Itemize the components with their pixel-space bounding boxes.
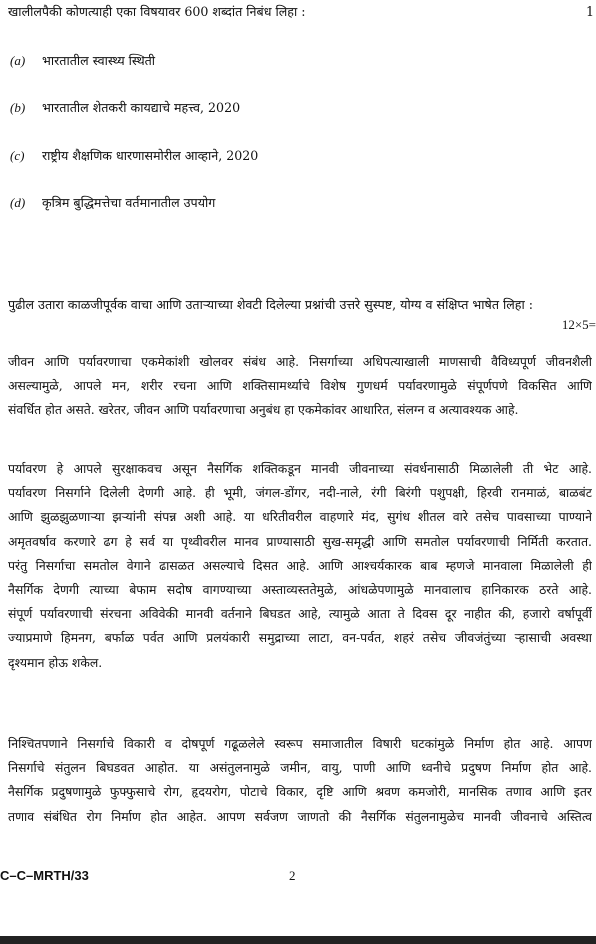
paragraph-line: पर्यावरण हे आपले सुरक्षाकवच असून नैसर्गिक शक्तिकडून मानवी जीवनाच्या संवर्धनासाठी मिळालेली ती भेट आहे. (8, 461, 592, 476)
marks-label: 12×5= (561, 317, 596, 332)
option-text: भारतातील स्वास्थ्य स्थिती (42, 53, 156, 68)
essay-option-c (10, 147, 258, 164)
passage-instruction: पुढील उतारा काळजीपूर्वक वाचा आणि उताऱ्याच्या शेवटी दिलेल्या प्रश्नांची उत्तरे सुस्पष्ट, योग्य व संक्षिप्त भाषेत लिहा : (8, 297, 533, 312)
option-text: भारतातील शेतकरी कायद्याचे महत्त्व, 2020 (42, 100, 241, 115)
paragraph-line: निसर्गाचे संतुलन बिघडवत आहोत. या असंतुलनामुळे जमीन, वायु, पाणी आणि ध्वनीचे प्रदुषण निर्माण होत आहे. (8, 760, 592, 776)
scan-edge (0, 936, 596, 944)
option-text: कृत्रिम बुद्धिमत्तेचा वर्तमानातील उपयोग (42, 195, 216, 210)
paragraph-line: संवर्धित होत असते. खरेतर, जीवन आणि पर्यावरणाचा अनुबंध हा एकमेकांवर आधारित, संलग्न व अत्यावश्यक आहे. (8, 402, 519, 418)
paragraph-line: अमृतवर्षाव करणारे ढग हे सर्व या पृथ्वीवरील मानव प्राण्यासाठी सुख-समृद्धी आणि समतोल पर्यावरणाची निर्मिती करतात. (8, 533, 592, 549)
passage-paragraph-2 (8, 457, 592, 675)
option-letter: (b) (10, 100, 26, 115)
paragraph-line: ज्याप्रमाणे हिमनग, बर्फाळ पर्वत आणि प्रलयंकारी समुद्राच्या लाटा, वन-पर्वत, शहरं तसेच जीवजंतुंच्या ऱ्हासाची अवस्था (8, 630, 592, 646)
essay-instruction: खालीलपैकी कोणत्याही एका विषयावर 600 शब्दांत निबंध लिहा : (8, 4, 306, 19)
page-number: 2 (289, 868, 296, 883)
option-letter: (d) (10, 195, 26, 210)
paragraph-line: आणि झुळझुळणाऱ्या झऱ्यांनी संपन्न अशी आहे. या धरितीवरील वाहणारे मंद, सुगंध शीतल वारे तसेच पावसाच्या पाण्याने (8, 509, 592, 525)
paragraph-line: संपूर्ण पर्यावरणाची संरचना अविवेकी मानवी वर्तनाने बिघडत आहे, त्यामुळे आता ते दिवस दूर नाहीत की, हजारो वर्षापूर्वी (8, 606, 592, 622)
essay-option-a (10, 52, 155, 69)
option-letter: (a) (10, 53, 26, 68)
paragraph-line: नैसर्गिक देणगी त्याच्या बेफाम सदोष वागण्याच्या अस्ताव्यस्ततेमुळे, आंधळेपणामुळे मानवालाच हानिकारक ठरते आहे. (8, 582, 592, 598)
page-marker: 1 (585, 4, 594, 19)
paragraph-line: तणाव संबंधित रोग निर्माण होत आहेत. आपण सर्वजण जाणतो की नैसर्गिक संतुलनामुळेच मानवी जीवनाचे अस्तित्व (8, 808, 592, 824)
passage-paragraph-1 (8, 350, 592, 423)
essay-option-d (10, 194, 215, 211)
option-text: राष्ट्रीय शैक्षणिक धारणासमोरील आव्हाने, 2020 (42, 148, 259, 163)
passage-paragraph-3 (8, 732, 592, 829)
essay-option-b (10, 99, 240, 116)
paragraph-line: परंतु निसर्गाचा समतोल वेगाने ढासळत असल्याचे दिसत आहे. आणि आश्चर्यकारक बाब म्हणजे मानवाला मिळालेली ही (8, 557, 592, 573)
option-letter: (c) (10, 148, 25, 163)
paragraph-line: जीवन आणि पर्यावरणाचा एकमेकांशी खोलवर संबंध आहे. निसर्गाच्या अधिपत्याखाली माणसाची वैविध्यपूर्ण जीवनशैली (8, 354, 592, 369)
paragraph-line: दृश्यमान होऊ शकेल. (8, 654, 103, 670)
paper-code: C–C–MRTH/33 (0, 868, 89, 883)
paragraph-line: पर्यावरण निसर्गाने दिलेली देणगी आहे. ही भूमी, जंगल-डोंगर, नदी-नाले, रंगी बिरंगी पशुपक्षी, हिरवी रानमाळं, बाळबंट (8, 485, 592, 501)
paragraph-line: असल्यामुळे, आपले मन, शरीर रचना आणि शक्तिसामर्थ्याचे विशेष गुणधर्म पर्यावरणामुळे संपूर्णपणे विकसित आणि (8, 378, 592, 394)
paragraph-line: निश्चितपणाने निसर्गाचे विकारी व दोषपूर्ण गढूळलेले स्वरूप समाजातील विषारी घटकांमुळे निर्माण होत आहे. आपण (8, 736, 592, 751)
paragraph-line: नैसर्गिक प्रदुषणामुळे फुफ्फुसाचे रोग, हृदयरोग, पोटाचे विकार, दृष्टि आणि श्रवण कमजोरी, मानसिक तणाव आणि इतर (8, 784, 592, 800)
